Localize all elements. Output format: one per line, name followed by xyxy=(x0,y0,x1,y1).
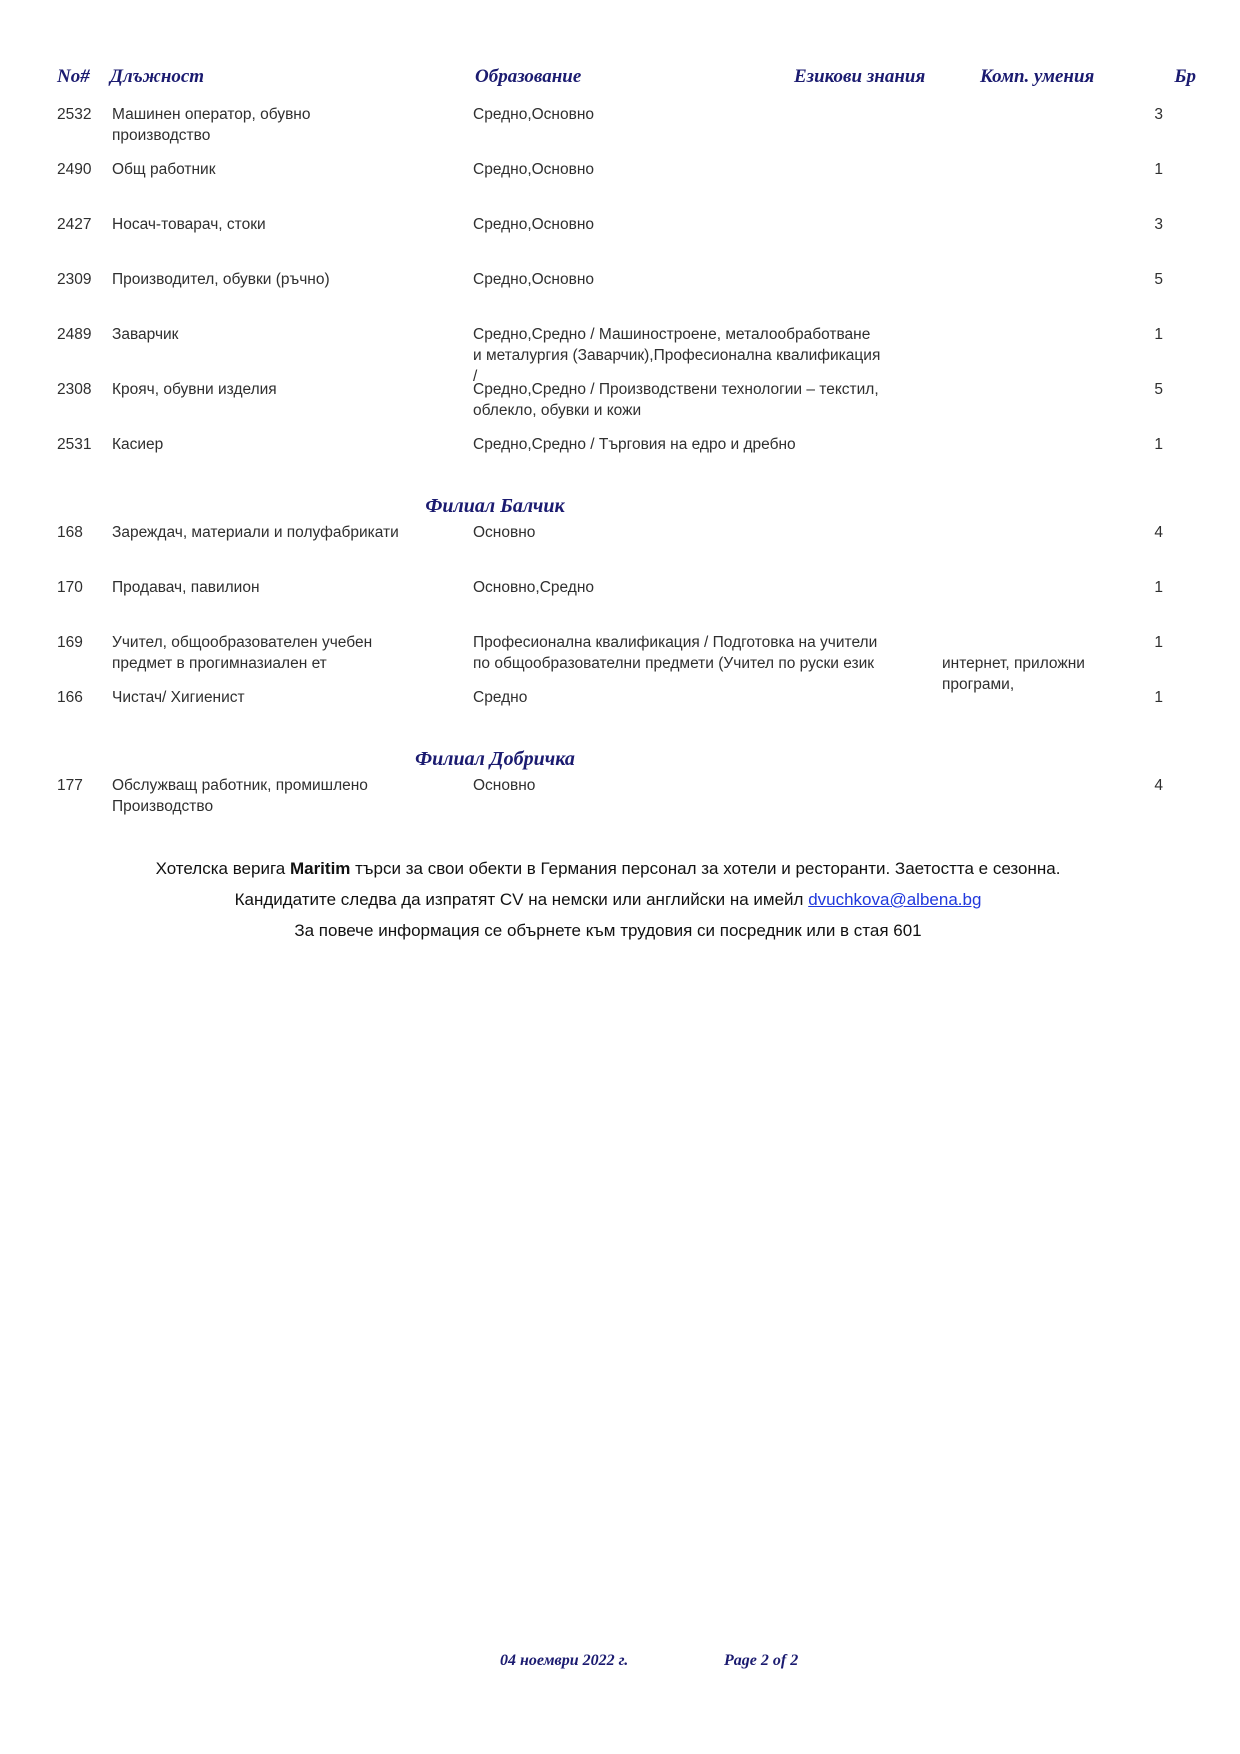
cell-no: 168 xyxy=(57,524,83,541)
column-header-no: No# xyxy=(57,66,90,87)
cell-position: Машинен оператор, обувно производство xyxy=(112,106,311,144)
cell-no: 2308 xyxy=(57,381,92,398)
cell-count: 3 xyxy=(1154,106,1163,123)
note-more-info: За повече информация се обърнете към трудовия си посредник или в стая 601 xyxy=(294,921,922,940)
note-cv-prefix: Кандидатите следва да изпратят CV на немски или английски на имейл xyxy=(234,890,809,909)
cell-computer: интернет, приложни програми, xyxy=(942,655,1085,693)
column-header-position: Длъжност xyxy=(110,66,205,87)
cell-count: 1 xyxy=(1154,634,1163,651)
cell-count: 5 xyxy=(1154,381,1163,398)
cell-education: Средно,Средно / Производствени технологии – текстил, облекло, обувки и кожи xyxy=(473,381,879,419)
cell-education: Основно xyxy=(473,524,536,541)
table-row xyxy=(0,379,1240,434)
table-row xyxy=(0,214,1240,269)
cell-education: Средно,Основно xyxy=(473,216,595,233)
column-header-languages: Езикови знания xyxy=(794,66,926,87)
cell-position: Чистач/ Хигиенист xyxy=(112,689,245,706)
note-cv xyxy=(0,889,1216,910)
maritim-brand-bold: Maritim xyxy=(289,859,351,878)
column-header-computer: Комп. умения xyxy=(980,66,1095,87)
cell-position: Обслужващ работник, промишлено Производство xyxy=(112,777,368,815)
cell-education: Средно,Средно / Машиностроене, металообработване и металургия (Заварчик),Професионална квалификация / xyxy=(473,326,881,385)
cell-no: 2531 xyxy=(57,436,92,453)
cell-no: 2532 xyxy=(57,106,92,123)
cell-position: Касиер xyxy=(112,436,164,453)
cell-count: 3 xyxy=(1154,216,1163,233)
note-maritim-suffix: търси за свои обекти в Германия персонал за хотели и ресторанти. Заетостта е сезонна. xyxy=(350,859,1061,878)
cell-education: Професионална квалификация / Подготовка на учители по общообразователни предмети (Учител по руски език xyxy=(473,634,878,672)
cell-no: 166 xyxy=(57,689,83,706)
table-row xyxy=(0,775,1240,830)
cell-position: Заварчик xyxy=(112,326,179,343)
email-link[interactable]: dvuchkova@albena.bg xyxy=(808,890,982,909)
note-maritim-prefix: Хотелска верига xyxy=(155,859,290,878)
table-header xyxy=(0,66,1240,104)
page-footer xyxy=(0,1652,1240,1676)
table-row xyxy=(0,577,1240,632)
cell-education: Средно,Основно xyxy=(473,106,595,123)
notes xyxy=(0,858,1216,941)
table-row xyxy=(0,269,1240,324)
cell-position: Продавач, павилион xyxy=(112,579,260,596)
footer-date: 04 ноември 2022 г. xyxy=(500,1652,629,1669)
section-heading: Филиал Балчик xyxy=(425,495,565,517)
cell-no: 2490 xyxy=(57,161,92,178)
cell-education: Средно,Основно xyxy=(473,271,595,288)
table-row xyxy=(0,687,1240,742)
cell-education: Основно,Средно xyxy=(473,579,595,596)
cell-position: Учител, общообразователен учебен предмет в прогимназиален ет xyxy=(112,634,373,672)
cell-education: Средно,Средно / Търговия на едро и дребно xyxy=(473,436,796,453)
table-row xyxy=(0,324,1240,385)
section-heading: Филиал Добричка xyxy=(415,748,575,770)
column-header-education: Образование xyxy=(475,66,582,87)
cell-count: 4 xyxy=(1154,524,1163,541)
footer-page-number: Page 2 of 2 xyxy=(724,1652,799,1669)
cell-education: Основно xyxy=(473,777,536,794)
note-maritim xyxy=(0,858,1216,879)
cell-count: 5 xyxy=(1154,271,1163,288)
cell-position: Крояч, обувни изделия xyxy=(112,381,277,398)
table-row xyxy=(0,522,1240,577)
cell-count: 1 xyxy=(1154,161,1163,178)
cell-count: 1 xyxy=(1154,326,1163,343)
table-row xyxy=(0,632,1240,693)
cell-no: 177 xyxy=(57,777,83,794)
table-row xyxy=(0,159,1240,214)
table-body xyxy=(0,104,1240,830)
cell-count: 1 xyxy=(1154,689,1163,706)
cell-position: Носач-товарач, стоки xyxy=(112,216,266,233)
cell-no: 169 xyxy=(57,634,83,651)
column-header-count: Бр xyxy=(1174,66,1196,87)
cell-education: Средно,Основно xyxy=(473,161,595,178)
cell-no: 2309 xyxy=(57,271,92,288)
cell-count: 1 xyxy=(1154,579,1163,596)
table-row xyxy=(0,104,1240,159)
cell-position: Зареждач, материали и полуфабрикати xyxy=(112,524,399,541)
cell-no: 2489 xyxy=(57,326,92,343)
cell-no: 2427 xyxy=(57,216,92,233)
cell-position: Производител, обувки (ръчно) xyxy=(112,271,330,288)
cell-position: Общ работник xyxy=(112,161,216,178)
table-row xyxy=(0,434,1240,489)
cell-count: 1 xyxy=(1154,436,1163,453)
cell-education: Средно xyxy=(473,689,528,706)
cell-no: 170 xyxy=(57,579,83,596)
cell-count: 4 xyxy=(1154,777,1163,794)
